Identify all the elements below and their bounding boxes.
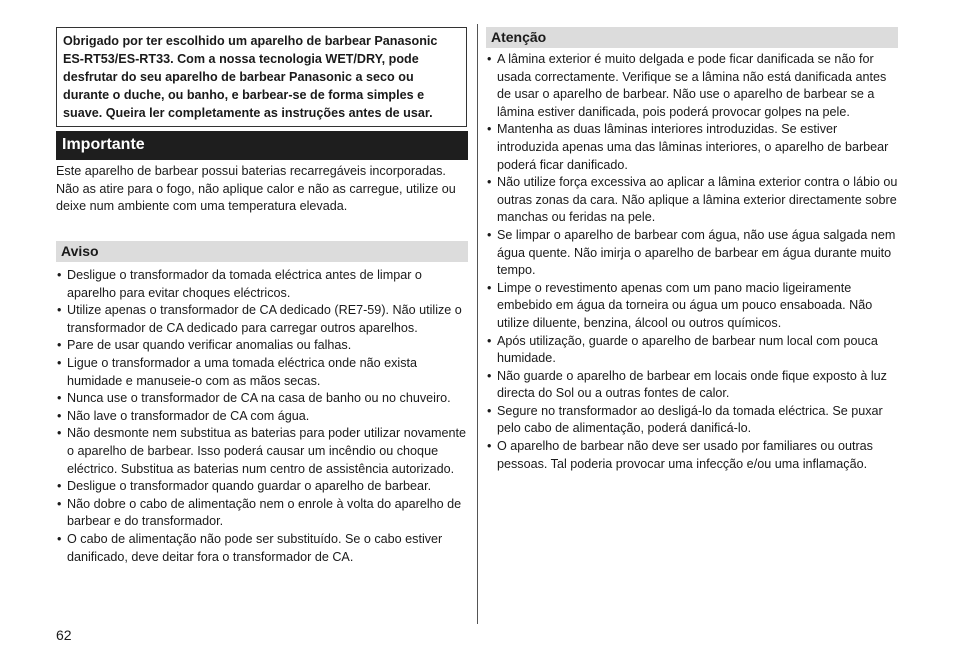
list-item: [486, 368, 898, 403]
list-item-text: Após utilização, guarde o aparelho de barbear num local com pouca humidade.: [497, 333, 878, 366]
bullet: •: [487, 175, 492, 190]
list-item-text: A lâmina exterior é muito delgada e pode ficar danificada se não for usada correctamente. Verifique se a lâmina não está danificada antes de usar o aparelho de barbear. Não use o aparelho de barbear se a lâmina estiver danificada, pois poderá provocar golpes na pele.: [497, 52, 887, 119]
bullet: •: [487, 52, 492, 66]
bullet: •: [57, 391, 62, 406]
important-text: Este aparelho de barbear possui baterias recarregáveis incorporadas. Não as atire para o fogo, não aplique calor e não as carregue, utilize ou deixe num ambiente com uma temperatura elevada.: [56, 164, 456, 214]
bullet: •: [57, 268, 62, 282]
list-item-text: Ligue o transformador a uma tomada eléctrica onde não exista humidade e manuseie-o com as mãos secas.: [67, 355, 418, 388]
intro-box: [56, 27, 467, 127]
bullet: •: [487, 122, 492, 137]
bullet: •: [57, 355, 62, 370]
bullet: •: [57, 426, 62, 441]
list-item-text: Utilize apenas o transformador de CA dedicado (RE7-59). Não utilize o transformador de CA dedicado para carregar outros aparelhos.: [67, 303, 462, 335]
list-item-text: Desligue o transformador quando guardar o aparelho de barbear.: [67, 479, 432, 494]
list-item: [56, 425, 468, 478]
aviso-heading: Aviso: [61, 243, 99, 259]
list-item: [486, 174, 898, 227]
bullet: •: [487, 403, 492, 418]
bullet: •: [57, 338, 62, 353]
aviso-list: [56, 267, 468, 566]
list-item: [56, 531, 468, 566]
bullet: •: [57, 479, 62, 494]
list-item: [56, 267, 468, 302]
list-item-text: Não utilize força excessiva ao aplicar a lâmina exterior contra o lábio ou outras zonas da cara. Não aplique a lâmina exterior directamente sobre manchas ou feridas na pele.: [497, 175, 898, 225]
atencao-heading: Atenção: [491, 29, 547, 45]
bullet: •: [57, 303, 62, 318]
list-item-text: Mantenha as duas lâminas interiores introduzidas. Se estiver introduzida apenas uma das lâminas interiores, o aparelho de barbear poderá ficar danificado.: [497, 122, 889, 172]
bullet: •: [487, 333, 492, 348]
list-item-text: Desligue o transformador da tomada eléctrica antes de limpar o aparelho para evitar choques eléctricos.: [67, 268, 422, 300]
page-number: 62: [56, 627, 72, 643]
aviso-heading-bar: [56, 241, 468, 262]
list-item: [486, 403, 898, 438]
list-item-text: Se limpar o aparelho de barbear com água, não use água salgada nem água quente. Não imirja o aparelho de barbear em água durante muito tempo.: [497, 227, 896, 278]
list-item-text: Segure no transformador ao desligá-lo da tomada eléctrica. Se puxar pelo cabo de alimentação, poderá danificá-lo.: [497, 403, 883, 436]
bullet: •: [487, 280, 492, 295]
list-item-text: Pare de usar quando verificar anomalias ou falhas.: [67, 338, 352, 353]
list-item: [56, 408, 468, 426]
list-item: [56, 337, 468, 355]
list-item: [56, 355, 468, 390]
list-item: [486, 333, 898, 368]
bullet: •: [487, 227, 492, 242]
important-heading-bar: [56, 131, 468, 160]
bullet: •: [57, 408, 62, 423]
list-item: [486, 227, 898, 280]
list-item: [486, 51, 898, 121]
list-item: [486, 438, 898, 473]
atencao-heading-bar: [486, 27, 898, 48]
list-item: [486, 121, 898, 174]
list-item: [56, 302, 468, 337]
list-item: [56, 496, 468, 531]
atencao-list: [486, 51, 898, 473]
bullet: •: [487, 439, 492, 454]
list-item-text: Nunca use o transformador de CA na casa de banho ou no chuveiro.: [67, 391, 451, 406]
list-item-text: O aparelho de barbear não deve ser usado por familiares ou outras pessoas. Tal poderia provocar uma infecção e/ou uma inflamação.: [497, 439, 873, 471]
list-item-text: Não guarde o aparelho de barbear em locais onde fique exposto à luz directa do Sol ou a outras fontes de calor.: [497, 368, 887, 401]
intro-text: Obrigado por ter escolhido um aparelho de barbear Panasonic ES-RT53/ES-RT33. Com a nossa tecnologia WET/DRY, pode desfrutar do seu aparelho de barbear Panasonic a seco ou durante o duche, ou banho, e barbear-se de forma simples e suave. Queira ler completamente as instruções antes de usar.: [63, 34, 438, 120]
list-item-text: Limpe o revestimento apenas com um pano macio ligeiramente embebido em água da torneira ou água um pouco ensaboada. Não utilize diluente, benzina, álcool ou outros químicos.: [497, 280, 873, 330]
important-heading: Importante: [62, 136, 145, 153]
list-item: [486, 280, 898, 333]
bullet: •: [57, 496, 62, 511]
list-item-text: Não lave o transformador de CA com água.: [67, 408, 310, 423]
bullet: •: [57, 531, 62, 546]
list-item: [56, 478, 468, 496]
list-item: [56, 390, 468, 408]
list-item-text: O cabo de alimentação não pode ser substituído. Se o cabo estiver danificado, deve deitar fora o transformador de CA.: [67, 531, 443, 564]
bullet: •: [487, 368, 492, 383]
list-item-text: Não dobre o cabo de alimentação nem o enrole à volta do aparelho de barbear e do transformador.: [67, 496, 462, 529]
column-divider: [477, 24, 478, 624]
list-item-text: Não desmonte nem substitua as baterias para poder utilizar novamente o aparelho de barbear. Isso poderá causar um incêndio ou choque eléctrico. Substitua as baterias num centro de assistência autorizado.: [67, 426, 467, 476]
